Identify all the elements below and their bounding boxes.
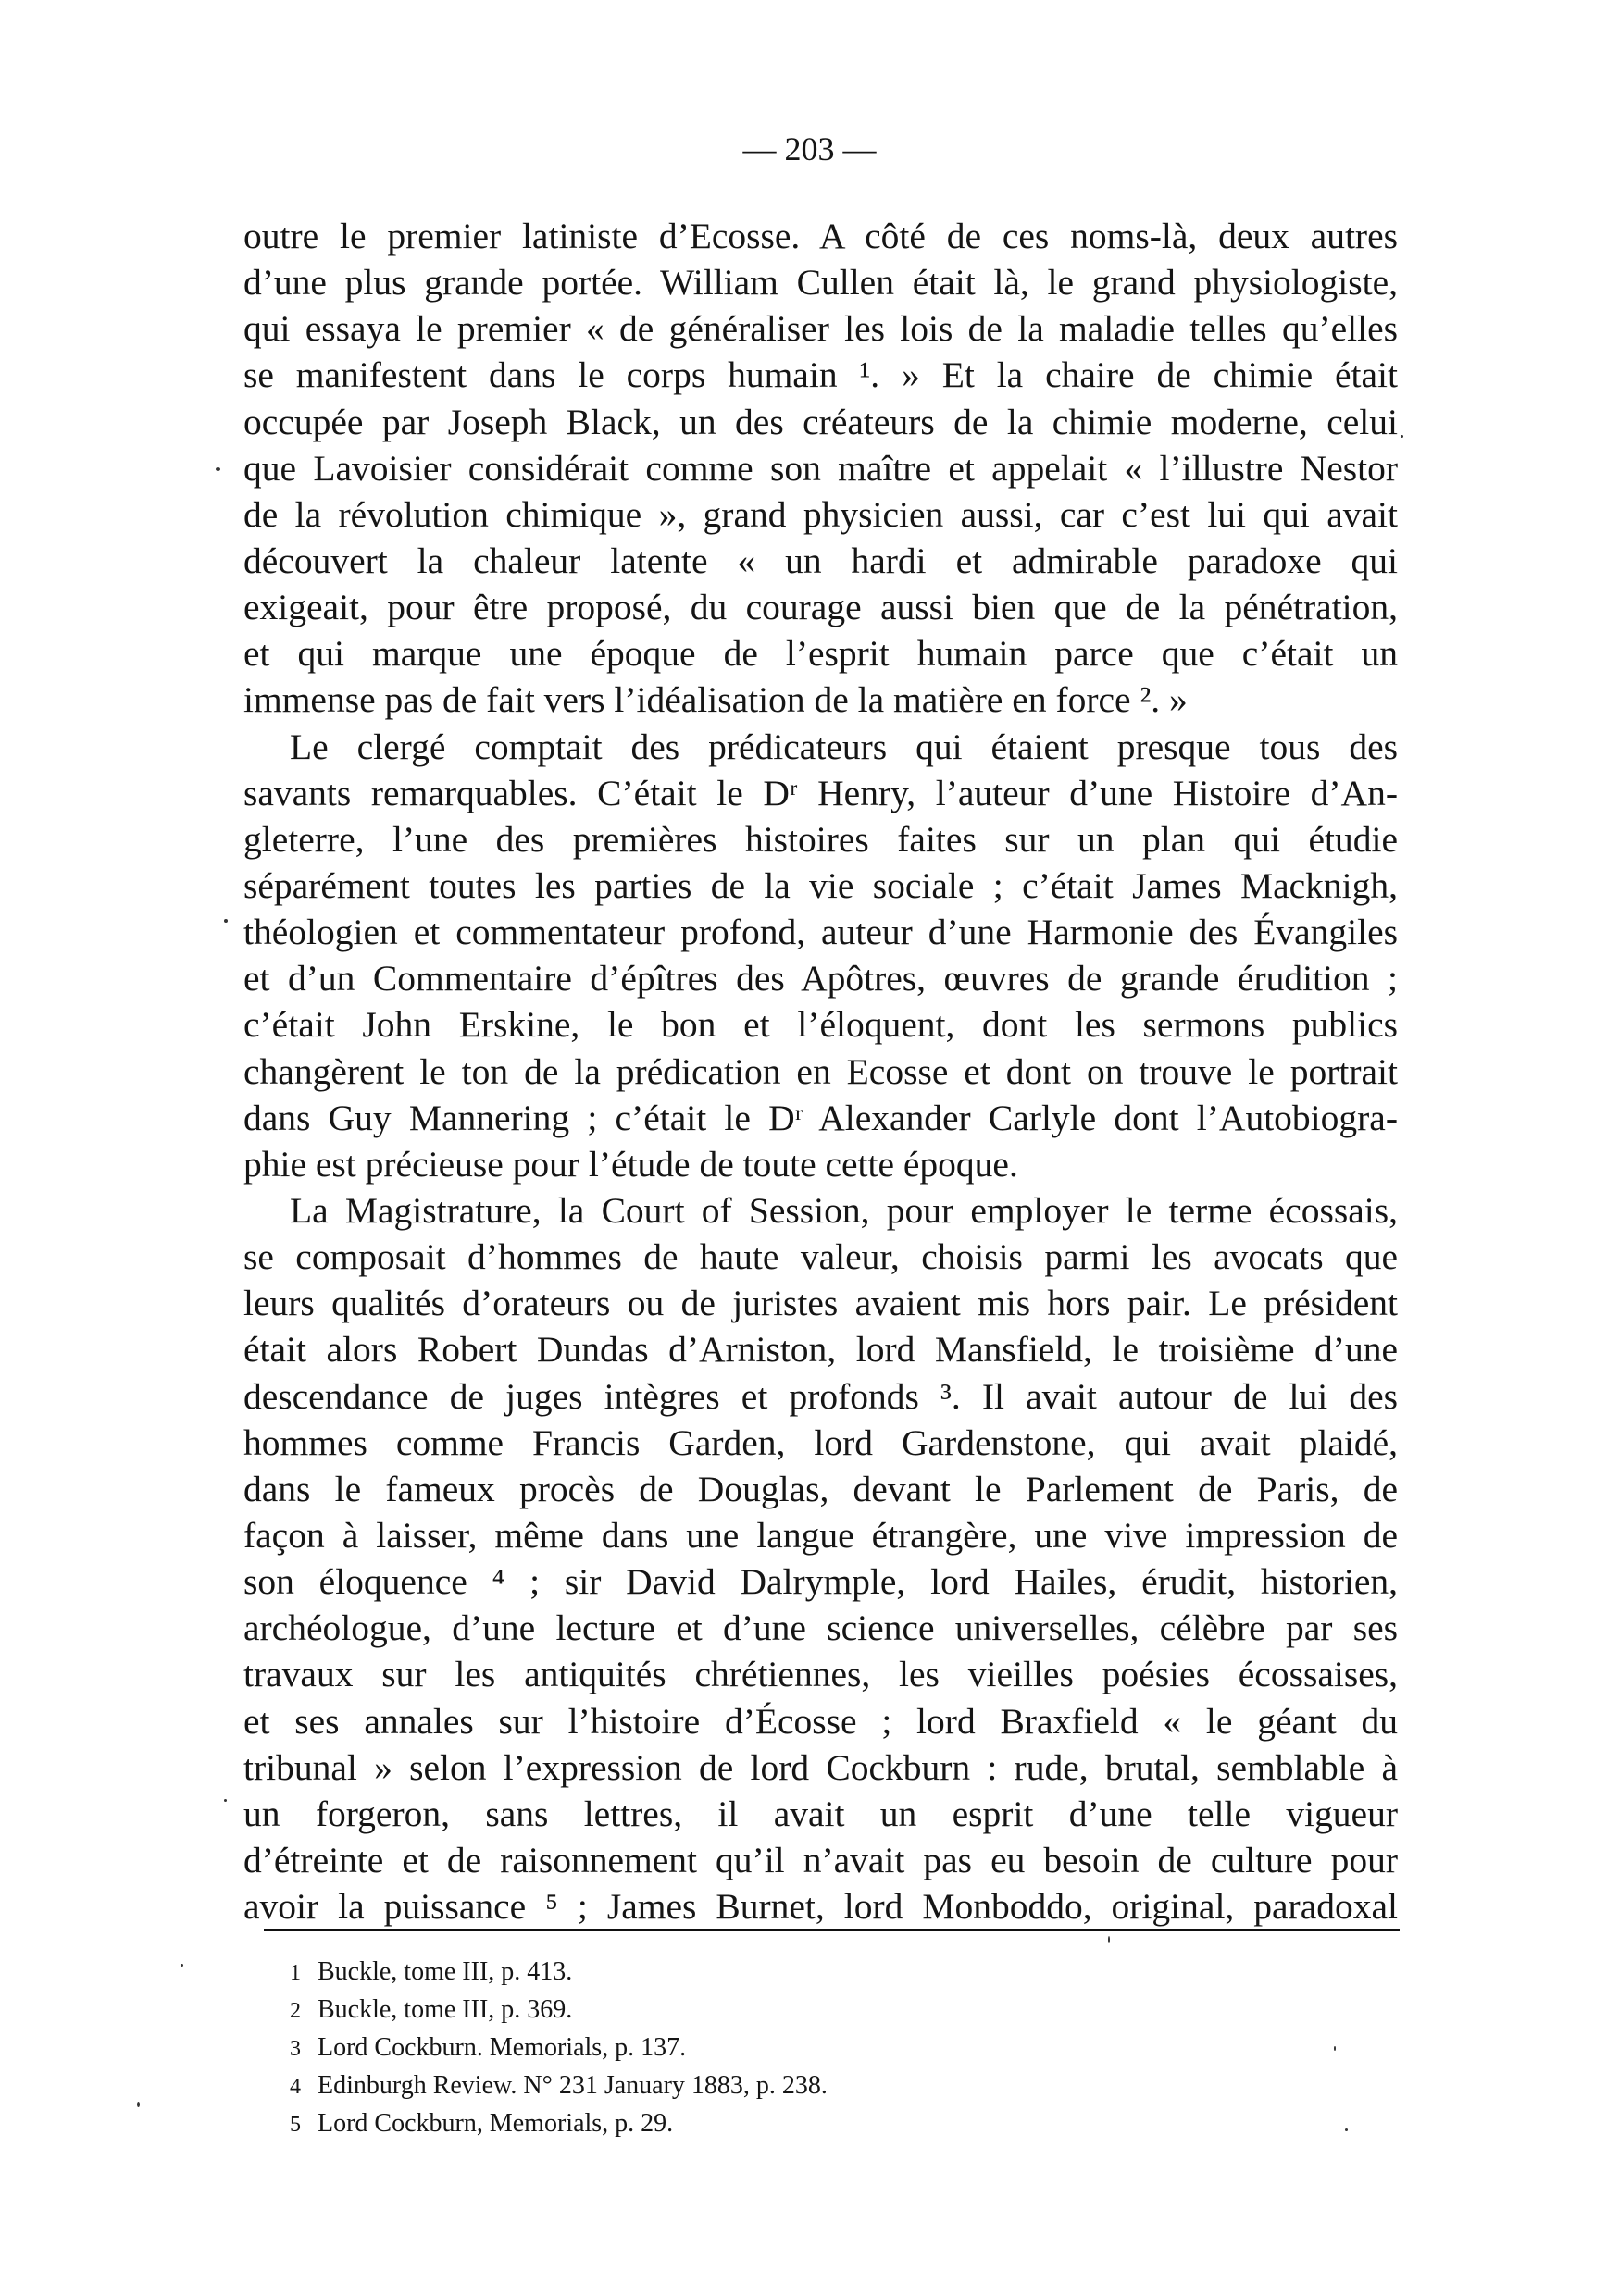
paragraph-3 <box>243 1187 1398 1930</box>
text-line: séparément toutes les parties de la vie sociale ; c’était James Macknigh, <box>243 864 1398 906</box>
main-text <box>243 213 1398 1930</box>
footnote-text: Lord Cockburn, Memorials, p. 29. <box>318 2109 674 2138</box>
scan-speck <box>1108 1936 1110 1943</box>
text-line: La Magistrature, la Court of Session, pour employer le terme écossais, <box>290 1189 1398 1231</box>
text-line: outre le premier latiniste d’Ecosse. A côté de ces noms-là, deux autres <box>243 216 1398 256</box>
footnote-text: Lord Cockburn. Memorials, p. 137. <box>318 2033 687 2062</box>
text-line: et ses annales sur l’histoire d’Écosse ; lord Braxfield « le géant du <box>243 1700 1398 1742</box>
footnote-text: Buckle, tome III, p. 369. <box>318 1995 573 2024</box>
text-line: dans le fameux procès de Douglas, devant le Parlement de Paris, de <box>243 1468 1398 1509</box>
text-line: et qui marque une époque de l’esprit humain parce que c’était un <box>243 633 1398 675</box>
text-line: archéologue, d’une lecture et d’une science universelles, célèbre par ses <box>243 1607 1398 1649</box>
text-line: Le clergé comptait des prédicateurs qui étaient presque tous des <box>290 726 1398 767</box>
scan-speck <box>181 1964 183 1967</box>
text-line: se composait d’hommes de haute valeur, choisis parmi les avocats que <box>243 1236 1398 1278</box>
text-line: son éloquence ⁴ ; sir David Dalrymple, lord Hailes, érudit, historien, <box>243 1561 1398 1603</box>
scan-speck <box>137 2102 140 2107</box>
footnote-text: Buckle, tome III, p. 413. <box>318 1957 573 1986</box>
footnote-divider <box>264 1929 1400 1931</box>
text-line: qui essaya le premier « de généraliser les lois de la maladie telles qu’elles <box>243 308 1398 350</box>
text-line: d’une plus grande portée. William Cullen était là, le grand physiologiste, <box>243 262 1398 304</box>
paragraph-2 <box>243 724 1398 1187</box>
text-line: savants remarquables. C’était le Dʳ Henry, l’auteur d’une Histoire d’An- <box>243 772 1398 813</box>
text-line: que Lavoisier considérait comme son maître et appelait « l’illustre Nestor <box>243 447 1398 489</box>
text-line: était alors Robert Dundas d’Arniston, lord Mansfield, le troisième d’une <box>243 1329 1398 1371</box>
text-line: dans Guy Mannering ; c’était le Dʳ Alexander Carlyle dont l’Autobiogra- <box>243 1097 1398 1138</box>
text-line: et d’un Commentaire d’épîtres des Apôtres, œuvres de grande érudition ; <box>243 958 1398 999</box>
footnote-marker: 2 <box>290 1999 301 2023</box>
text-line: changèrent le ton de la prédication en Ecosse et dont on trouve le portrait <box>243 1050 1398 1092</box>
scan-speck <box>216 467 220 471</box>
text-line: théologien et commentateur profond, auteur d’une Harmonie des Évangiles <box>243 912 1398 953</box>
footnote-2 <box>290 1992 1123 2029</box>
scan-speck <box>1334 2046 1336 2051</box>
footnote-marker: 5 <box>290 2113 301 2137</box>
text-line: phie est précieuse pour l’étude de toute cette époque. <box>243 1143 1018 1185</box>
text-line: tribunal » selon l’expression de lord Cockburn : rude, brutal, semblable à <box>243 1746 1398 1788</box>
footnote-3 <box>290 2029 1123 2067</box>
footnote-marker: 1 <box>290 1961 301 1985</box>
text-line: d’étreinte et de raisonnement qu’il n’avait pas eu besoin de culture pour <box>243 1839 1398 1880</box>
text-line: de la révolution chimique », grand physicien aussi, car c’est lui qui avait <box>243 493 1398 535</box>
text-line: occupée par Joseph Black, un des créateurs de la chimie moderne, celui <box>243 401 1398 442</box>
text-line: hommes comme Francis Garden, lord Gardenstone, qui avait plaidé, <box>243 1421 1398 1463</box>
text-line: un forgeron, sans lettres, il avait un esprit d’une telle vigueur <box>243 1793 1398 1834</box>
text-line: leurs qualités d’orateurs ou de juristes avaient mis hors pair. Le président <box>243 1283 1398 1324</box>
text-line: se manifestent dans le corps humain ¹. » Et la chaire de chimie était <box>243 354 1398 396</box>
paragraph-1 <box>243 213 1398 724</box>
text-line: exigeait, pour être proposé, du courage aussi bien que de la pénétration, <box>243 587 1398 628</box>
footnote-marker: 4 <box>290 2075 301 2099</box>
scan-speck <box>224 1799 227 1802</box>
scan-speck <box>1401 435 1403 438</box>
footnote-4 <box>290 2067 1123 2105</box>
text-line: c’était John Erskine, le bon et l’éloquent, dont les sermons publics <box>243 1004 1398 1046</box>
footnote-5 <box>290 2105 1123 2143</box>
footnote-text: Edinburgh Review. N° 231 January 1883, p. 238. <box>318 2071 828 2100</box>
text-line: gleterre, l’une des premières histoires faites sur un plan qui étudie <box>243 818 1398 860</box>
footnotes <box>290 1954 1123 2143</box>
text-line: immense pas de fait vers l’idéalisation de la matière en force ². » <box>243 679 1188 721</box>
scan-speck <box>1345 2128 1348 2131</box>
footnote-1 <box>290 1954 1123 1992</box>
text-line: découvert la chaleur latente « un hardi et admirable paradoxe qui <box>243 540 1398 581</box>
text-line: façon à laisser, même dans une langue étrangère, une vive impression de <box>243 1514 1398 1556</box>
scan-speck <box>224 919 228 923</box>
footnote-marker: 3 <box>290 2037 301 2061</box>
text-line: descendance de juges intègres et profonds ³. Il avait autour de lui des <box>243 1375 1398 1417</box>
page-number: — 203 — <box>742 130 877 168</box>
text-line: avoir la puissance ⁵ ; James Burnet, lord Monboddo, original, paradoxal <box>243 1886 1398 1928</box>
text-line: travaux sur les antiquités chrétiennes, les vieilles poésies écossaises, <box>243 1654 1398 1695</box>
